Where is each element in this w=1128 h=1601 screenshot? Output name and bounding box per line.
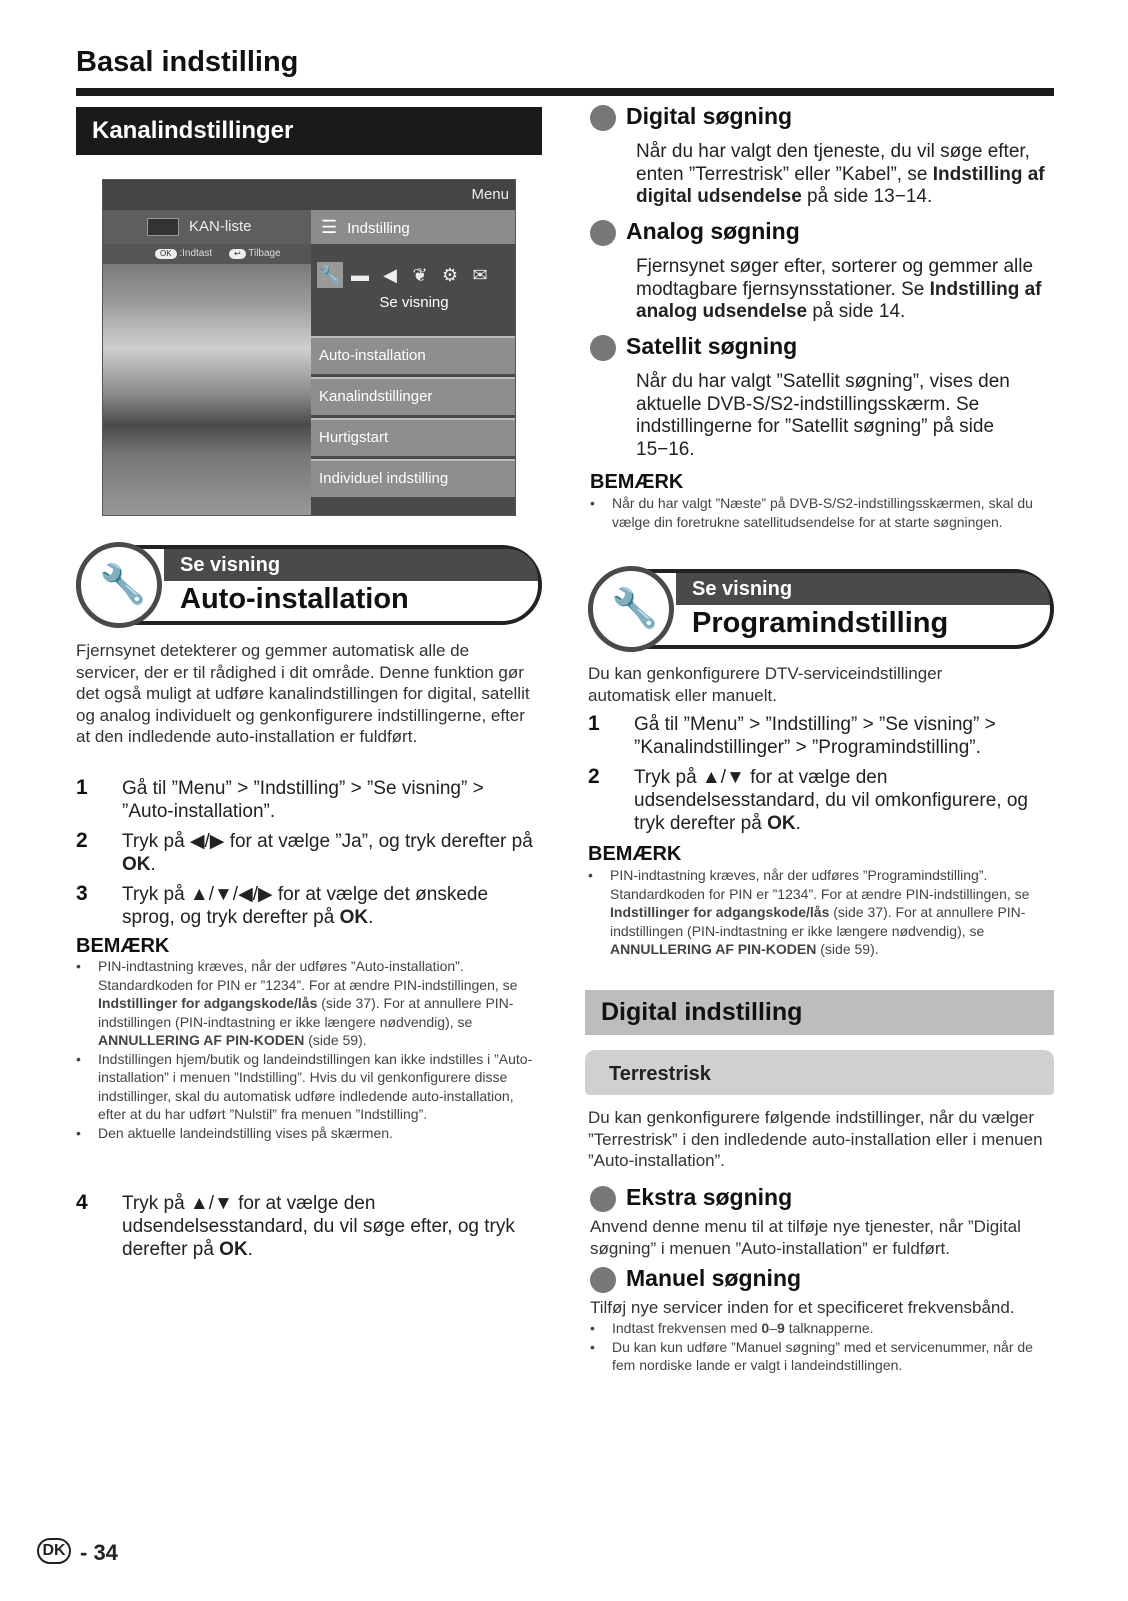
analog-heading: Analog søgning	[626, 218, 800, 244]
bullet-dot	[590, 1186, 616, 1212]
bullet-dot	[590, 335, 616, 361]
menu-se-visning: Se visning	[379, 294, 449, 311]
wrench-icon: 🔧	[611, 588, 659, 630]
page-number: - 34	[80, 1540, 118, 1565]
note-item: • Du kan kun udføre ”Manuel søgning” med et servicenummer, når de fem nordiske lande er valgt i landeindstillingen.	[590, 1338, 1033, 1373]
note-item: • Den aktuelle landeindstilling vises på skærmen.	[76, 1124, 393, 1141]
menu-icon-row	[317, 262, 513, 292]
menu-item-individuel: Individuel indstilling	[311, 459, 516, 497]
step-4	[76, 1191, 542, 1266]
note-item: • Når du har valgt ”Næste” på DVB-S/S2-indstillingsskærmen, skal du vælge din foretrukne satellitudsendelse for at starte søgningen.	[590, 495, 1033, 530]
envelope-icon: ✉	[472, 265, 488, 285]
step-text: Gå til ”Menu” > ”Indstilling” > ”Se visning” > ”Auto-installation”.	[122, 778, 484, 822]
note-item: • PIN-indtastning kræves, når der udføres ”Auto-installation”. Standardkoden for PIN er ”1234”. For at ændre PIN-indstillingen, se Indstillinger for adgangskode/lås (side 37). For at annullere PIN-indstillingen (PIN-indtastning er ikke længere nødvendig), se ANNULLERING AF PIN-KODEN (side 59).	[76, 958, 518, 1048]
bullet-dot	[590, 220, 616, 246]
steps-list	[76, 776, 542, 935]
tab-kan-liste	[103, 210, 311, 244]
hint-back-text: Tilbage	[248, 248, 281, 259]
speaker-icon: ◀	[383, 265, 397, 285]
page-title: Basal indstilling	[76, 46, 299, 78]
tab-indstilling	[311, 210, 516, 244]
tab-indstilling-label: Indstilling	[347, 220, 410, 237]
prog-steps	[588, 712, 1054, 841]
menu-item-auto-installation: Auto-installation	[311, 336, 516, 374]
analog-text: Fjernsynet søger efter, sorterer og gemmer alle modtagbare fjernsynsstationer. Se Indstilling af analog udsendelse på side 14.	[636, 256, 1042, 322]
digital-text: Når du har valgt den tjeneste, du vil søge efter, enten ”Terrestrisk” eller ”Kabel”, se Indstilling af digital udsendelse på side 13−14.	[636, 141, 1045, 207]
banner-title: Programindstilling	[692, 607, 949, 639]
section-bar-digital-indstilling: Digital indstilling	[585, 990, 1054, 1035]
step-1	[588, 712, 1054, 765]
bullet-dot	[590, 1267, 616, 1293]
note-list-prog	[588, 866, 1050, 959]
step-number: 1	[588, 712, 600, 735]
terr-intro: Du kan genkonfigurere følgende indstillinger, når du vælger ”Terrestrisk” i den indledende auto-installation eller i menuen ”Auto-installation”.	[588, 1108, 1043, 1170]
note-heading-prog: BEMÆRK	[588, 843, 682, 865]
manuel-text: Tilføj nye servicer inden for et specificeret frekvensbånd.	[590, 1298, 1015, 1317]
banner-top-label: Se visning	[164, 549, 538, 581]
ekstra-heading: Ekstra søgning	[626, 1184, 793, 1210]
step-2	[76, 829, 542, 882]
title-rule	[76, 88, 1054, 96]
picture-icon: ▬	[351, 265, 369, 285]
menu-item-kanalindstillinger: Kanalindstillinger	[311, 377, 516, 415]
step-number: 2	[76, 829, 88, 852]
step-text: Tryk på ◀/▶ for at vælge ”Ja”, og tryk derefter på OK.	[122, 831, 533, 875]
menu-top-label: Menu	[103, 180, 516, 210]
note-item: • Indtast frekvensen med 0–9 talknapperne.	[590, 1320, 874, 1336]
back-key-icon: ↩	[229, 249, 246, 259]
step-number: 4	[76, 1191, 88, 1214]
note-list	[76, 957, 538, 1142]
tab-kan-liste-label: KAN-liste	[189, 218, 252, 235]
menu-item-hurtigstart: Hurtigstart	[311, 418, 516, 456]
note-heading-satellit: BEMÆRK	[590, 471, 684, 493]
step-text: Tryk på ▲/▼/◀/▶ for at vælge det ønskede sprog, og tryk derefter på OK.	[122, 884, 489, 928]
note-item: • PIN-indtastning kræves, når der udføres ”Programindstilling”. Standardkoden for PIN er ”1234”. For at ændre PIN-indstillingen, se Indstillinger for adgangskode/lås (side 37). For at annullere PIN-indstillingen (PIN-indtastning er ikke længere nødvendig), se ANNULLERING AF PIN-KODEN (side 59).	[588, 867, 1030, 957]
language-badge: DK	[37, 1538, 71, 1564]
bullet-dot	[590, 105, 616, 131]
gear-icon: ⚙	[441, 265, 459, 285]
banner-circle	[76, 542, 162, 628]
step-number: 3	[76, 882, 88, 905]
satellit-text: Når du har valgt ”Satellit søgning”, vises den aktuelle DVB-S/S2-indstillingsskærm. Se indstillingerne for ”Satellit søgning” på side 15−16.	[636, 371, 1010, 460]
section-bar-kanalindstillinger: Kanalindstillinger	[76, 107, 542, 155]
digital-heading: Digital søgning	[626, 103, 793, 129]
step-1	[76, 776, 542, 829]
manuel-heading: Manuel søgning	[626, 1265, 802, 1291]
note-list-satellit	[590, 494, 1052, 531]
subsection-bar-terrestrisk: Terrestrisk	[585, 1050, 1054, 1095]
banner-title: Auto-installation	[180, 583, 409, 615]
menu-screenshot	[102, 179, 516, 516]
step-number: 2	[588, 765, 600, 788]
satellit-heading: Satellit søgning	[626, 333, 798, 359]
step-2	[588, 765, 1054, 841]
note-heading: BEMÆRK	[76, 935, 170, 957]
step-text: Tryk på ▲/▼ for at vælge den udsendelsesstandard, du vil søge efter, og tryk derefter på OK.	[122, 1193, 515, 1260]
wrench-icon: 🔧	[99, 564, 147, 606]
step-3	[76, 882, 542, 935]
banner-circle	[588, 566, 674, 652]
banner-top-label: Se visning	[676, 573, 1050, 605]
tv-icon	[147, 218, 179, 236]
ekstra-text: Anvend denne menu til at tilføje nye tjenester, når ”Digital søgning” i menuen ”Auto-installation” er fuldført.	[590, 1217, 1021, 1258]
hint-ok-text: :Indtast	[179, 248, 213, 259]
step-number: 1	[76, 776, 88, 799]
ok-key-icon: OK	[155, 249, 177, 259]
menu-hints	[103, 244, 311, 264]
leaf-icon: ❦	[412, 265, 428, 285]
step-text: Tryk på ▲/▼ for at vælge den udsendelsesstandard, du vil omkonfigurere, og tryk derefter på OK.	[634, 767, 1028, 834]
wrench-icon: 🔧	[317, 262, 343, 288]
intro-text: Fjernsynet detekterer og gemmer automatisk alle de servicer, der er til rådighed i dit område. Denne funktion gør det også muligt at udføre kanalindstillingen for digital, satellit og analog individuelt og genkonfigurere indstillingerne, efter at den indledende auto-installation er fuldført.	[76, 641, 530, 746]
prog-intro: Du kan genkonfigurere DTV-serviceindstillinger automatisk eller manuelt.	[588, 664, 943, 705]
manuel-bullets	[590, 1319, 1052, 1375]
step-text: Gå til ”Menu” > ”Indstilling” > ”Se visning” > ”Kanalindstillinger” > ”Programindstilling”.	[634, 714, 996, 758]
sliders-icon: ☰	[321, 217, 338, 237]
note-item: • Indstillingen hjem/butik og landeindstillingen kan ikke indstilles i ”Auto-installation” i menuen ”Indstilling”. Hvis du vil genkonfigurere disse indstillinger, skal du automatisk udføre indledende auto-installation, efter at du har udført ”Nulstil” fra menuen ”Indstilling”.	[76, 1050, 533, 1122]
